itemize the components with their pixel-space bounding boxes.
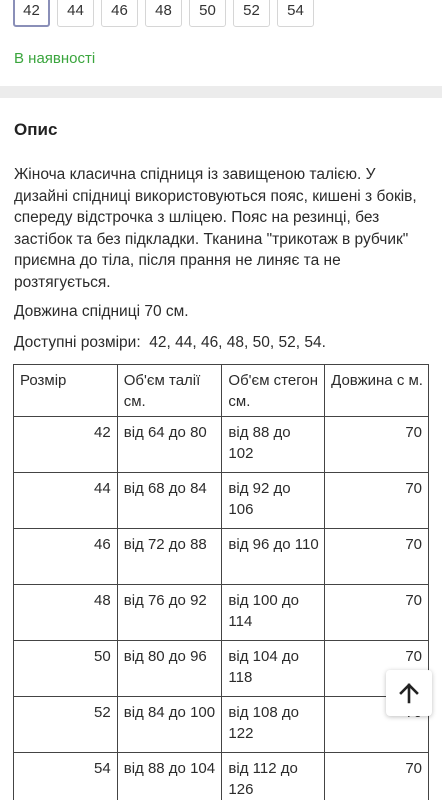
cell-length: 70 <box>325 641 429 697</box>
table-row <box>14 473 429 529</box>
header-size: Розмір <box>14 365 118 417</box>
cell-size: 46 <box>14 529 118 585</box>
size-option-54[interactable]: 54 <box>277 0 314 27</box>
cell-length: 70 <box>325 473 429 529</box>
cell-length: 70 <box>325 585 429 641</box>
cell-size: 44 <box>14 473 118 529</box>
size-option-44[interactable]: 44 <box>57 0 94 27</box>
arrow-up-icon <box>398 682 420 704</box>
cell-hips: від 108 до 122 <box>222 697 325 753</box>
table-row <box>14 529 429 585</box>
header-length: Довжина с м. <box>325 365 429 417</box>
description-card <box>0 98 442 800</box>
size-option-50[interactable]: 50 <box>189 0 226 27</box>
table-row <box>14 585 429 641</box>
cell-hips: від 100 до 114 <box>222 585 325 641</box>
scroll-to-top-button[interactable] <box>386 670 432 716</box>
skirt-length-text: Довжина спідниці 70 см. <box>14 303 189 320</box>
table-row <box>14 697 429 753</box>
product-options-card <box>0 0 442 86</box>
table-row <box>14 753 429 800</box>
table-row <box>14 641 429 697</box>
size-selector <box>13 0 314 27</box>
cell-size: 42 <box>14 417 118 473</box>
availability-status: В наявності <box>14 50 96 67</box>
cell-hips: від 88 до 102 <box>222 417 325 473</box>
header-hips: Об'єм стегон см. <box>222 365 325 417</box>
size-option-52[interactable]: 52 <box>233 0 270 27</box>
cell-size: 48 <box>14 585 118 641</box>
cell-hips: від 92 до 106 <box>222 473 325 529</box>
cell-waist: від 68 до 84 <box>117 473 222 529</box>
size-chart-table <box>13 364 429 800</box>
size-option-42[interactable]: 42 <box>13 0 50 27</box>
cell-size: 52 <box>14 697 118 753</box>
cell-waist: від 64 до 80 <box>117 417 222 473</box>
cell-size: 54 <box>14 753 118 800</box>
header-waist: Об'єм талії см. <box>117 365 222 417</box>
size-option-48[interactable]: 48 <box>145 0 182 27</box>
cell-hips: від 96 до 110 <box>222 529 325 585</box>
cell-hips: від 112 до 126 <box>222 753 325 800</box>
cell-waist: від 88 до 104 <box>117 753 222 800</box>
table-row <box>14 417 429 473</box>
cell-hips: від 104 до 118 <box>222 641 325 697</box>
cell-waist: від 72 до 88 <box>117 529 222 585</box>
cell-length: 70 <box>325 529 429 585</box>
description-title: Опис <box>14 120 58 139</box>
cell-waist: від 80 до 96 <box>117 641 222 697</box>
cell-length: 70 <box>325 753 429 800</box>
size-option-46[interactable]: 46 <box>101 0 138 27</box>
cell-waist: від 84 до 100 <box>117 697 222 753</box>
cell-length: 70 <box>325 417 429 473</box>
cell-size: 50 <box>14 641 118 697</box>
table-header-row <box>14 365 429 417</box>
cell-waist: від 76 до 92 <box>117 585 222 641</box>
description-text: Жіноча класична спідниця із завищеною талією. У дизайні спідниці використовуються пояс, кишені з боків, спереду відстрочка з шліцею. Пояс на резинці, без застібок та без підкладки. Тканина "трикотаж в рубчик" приємна до тіла, після прання не линяє та не розтягується. <box>14 166 417 291</box>
available-sizes-text: Доступні розміри: 42, 44, 46, 48, 50, 52, 54. <box>14 334 326 351</box>
